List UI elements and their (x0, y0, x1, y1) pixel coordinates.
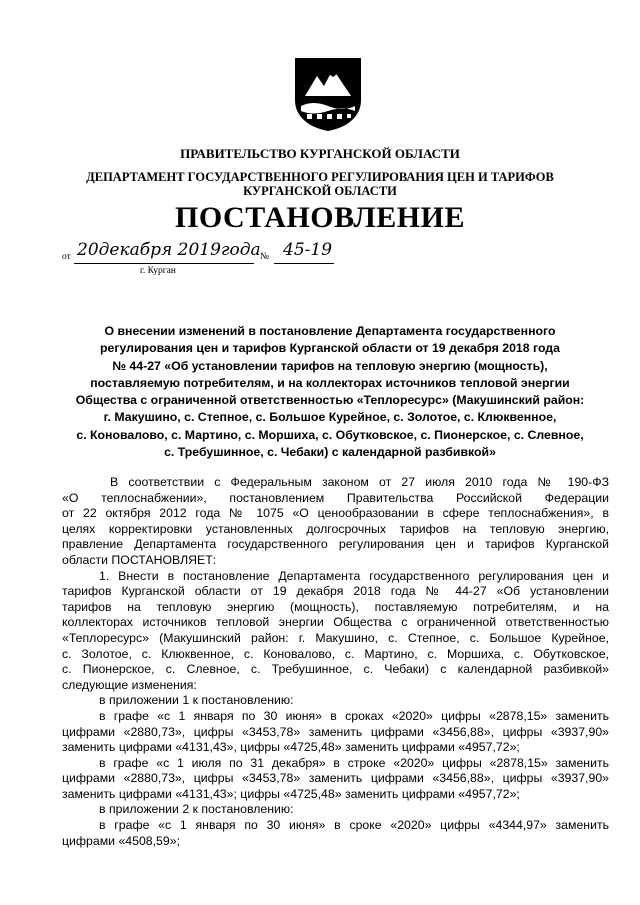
date-underline (74, 263, 254, 264)
body-line: «Теплоресурс» (Макушинский район: г. Макушино, с. Степное, с. Большое Курейное, (62, 630, 609, 645)
department-name-line2: КУРГАНСКОЙ ОБЛАСТИ (243, 184, 397, 198)
body-line: следующие изменения: (62, 677, 197, 692)
body-line: цифрами «2880,73», цифры «3453,78» заменить цифрами «3456,88», цифры «3937,90» (62, 771, 609, 786)
subject-line: № 44-27 «Об установлении тарифов на тепловую энергию (мощность), (112, 358, 548, 373)
subject-line: регулирования цен и тарифов Курганской области от 19 декабря 2018 года (100, 341, 560, 356)
subject-line: О внесении изменений в постановление Департамента государственного (104, 324, 556, 338)
subject-line: Общества с ограниченной ответственностью «Теплоресурс» (Макушинский район: (75, 393, 585, 408)
subject-line: г. Макушино, с. Степное, с. Большое Курейное, с. Золотое, с. Клюквенное, (103, 410, 557, 425)
body-line: 1. Внести в постановление Департамента государственного регулирования цен и (99, 568, 609, 583)
subject-line: с. Коновалово, с. Мартино, с. Моршиха, с. Обутковское, с. Пионерское, с. Слевное, (76, 427, 584, 442)
department-name-line1: ДЕПАРТАМЕНТ ГОСУДАРСТВЕННОГО РЕГУЛИРОВАНИЯ ЦЕН И ТАРИФОВ (86, 170, 554, 184)
number-underline (274, 263, 334, 264)
body-line: целях корректировки установленных долгосрочных тарифов на тепловую энергию, (62, 521, 609, 536)
subject-line: с. Требушинное, с. Чебаки) с календарной разбивкой» (164, 445, 496, 460)
coat-of-arms-emblem (293, 56, 363, 132)
body-line: с. Золотое, с. Клюквенное, с. Коновалово, с. Мартино, с. Моршиха, с. Обутковское, (62, 646, 609, 661)
document-title: ПОСТАНОВЛЕНИЕ (175, 201, 465, 234)
document-subject (40, 323, 620, 461)
body-line: области ПОСТАНОВЛЯЕТ: (62, 552, 217, 567)
body-line: заменить цифрами «4131,43», цифры «4725,48» заменить цифрами «4957,72»; (62, 740, 520, 755)
handwritten-number: 45-19 (283, 240, 333, 260)
body-line: тарифов Курганской области от 19 декабря 2018 года № 44-27 «Об установлении (62, 584, 609, 599)
body-line: цифрами «4508,59»; (62, 833, 180, 848)
government-name: ПРАВИТЕЛЬСТВО КУРГАНСКОЙ ОБЛАСТИ (180, 146, 460, 161)
body-line: заменить цифрами «4131,43»; цифры «4725,48» заменить цифрами «4957,72»; (62, 786, 520, 801)
body-line: в графе «с 1 января по 30 июня» в сроке «2020» цифры «4344,97» заменить (99, 818, 609, 833)
date-prefix: от (62, 252, 71, 262)
body-line: от 22 октября 2012 года № 1075 «О ценообразовании в сфере теплоснабжения», в (62, 506, 609, 521)
handwritten-date: 20декабря 2019года (77, 240, 261, 260)
body-line: коллекторах источников тепловой энергии Общества с ограниченной ответственностью (62, 615, 609, 630)
body-line: в графе «с 1 июля по 31 декабря» в строке «2020» цифры «2878,15» заменить (99, 755, 609, 770)
body-line: в приложении 1 к постановлению: (99, 693, 294, 708)
body-line: тарифов на тепловую энергию (мощность), поставляемую потребителям, и на (62, 599, 609, 614)
body-line: правление Департамента государственного регулирования цен и тарифов Курганской (62, 537, 609, 552)
subject-line: поставляемую потребителям, и на коллекторах источников тепловой энергии (90, 375, 570, 390)
body-line: в приложении 2 к постановлению: (99, 802, 294, 817)
document-body (62, 475, 609, 849)
body-line: в графе «с 1 января по 30 июня» в сроках «2020» цифры «2878,15» заменить (99, 708, 609, 723)
body-line: цифрами «2880,73», цифры «3453,78» заменить цифрами «3456,88», цифры «3937,90» (62, 724, 609, 739)
body-line: «О теплоснабжении», постановлением Правительства Российской Федерации (62, 490, 609, 505)
body-line: с. Пионерское, с. Слевное, с. Требушинное, с. Чебаки) с календарной разбивкой» (62, 662, 609, 677)
number-prefix: № (260, 252, 270, 262)
body-line: В соответствии с Федеральным законом от 27 июля 2010 года № 190-ФЗ (110, 475, 609, 489)
city-label: г. Курган (140, 266, 176, 276)
